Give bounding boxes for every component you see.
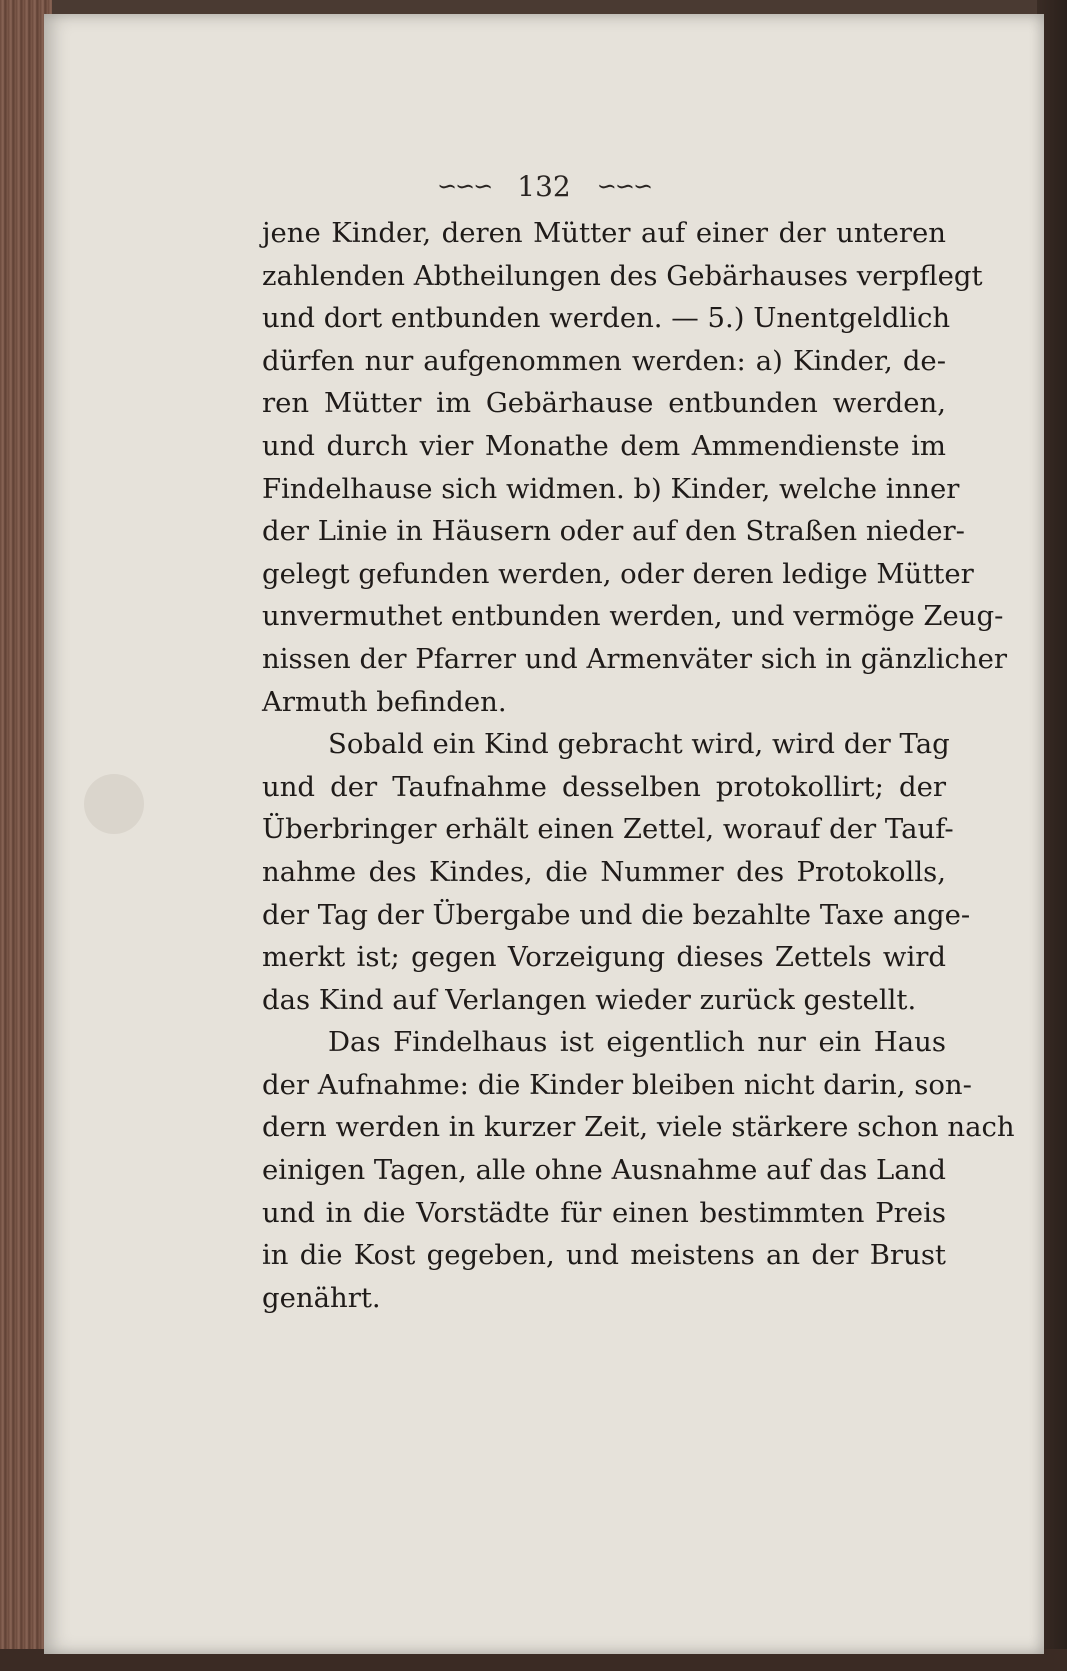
text-line: und der Taufnahme desselben protokollirt; der: [262, 770, 946, 803]
text-line: nissen der Pfarrer und Armenväter sich in gänzlicher: [262, 642, 1008, 675]
paragraph-3: [262, 1021, 1015, 1319]
text-line: dürfen nur aufgenommen werden: a) Kinder, de-: [262, 344, 946, 377]
page-number: 132: [517, 169, 571, 203]
text-line: Findelhause sich widmen. b) Kinder, welche inner: [262, 472, 960, 505]
header-ornament-left: ∽∽∽: [436, 172, 492, 200]
text-line: nahme des Kindes, die Nummer des Protokolls,: [262, 855, 946, 888]
text-line: merkt ist; gegen Vorzeigung dieses Zettels wird: [262, 941, 946, 974]
text-line: und in die Vorstädte für einen bestimmten Preis: [262, 1196, 946, 1229]
text-line: und durch vier Monathe dem Ammendienste im: [262, 429, 946, 462]
text-line: und dort entbunden werden. — 5.) Unentgeldlich: [262, 302, 951, 335]
book-page: [44, 14, 1044, 1654]
paper-stain: [84, 774, 144, 834]
text-line: gelegt gefunden werden, oder deren ledige Mütter: [262, 557, 974, 590]
text-line: der Tag der Übergabe und die bezahlte Taxe ange-: [262, 898, 971, 931]
text-line: einigen Tagen, alle ohne Ausnahme auf das Land: [262, 1154, 947, 1187]
text-line: der Aufnahme: die Kinder bleiben nicht darin, son-: [262, 1068, 972, 1101]
text-line: ren Mütter im Gebärhause entbunden werden,: [262, 387, 946, 420]
text-line: das Kind auf Verlangen wieder zurück gestellt.: [262, 983, 917, 1016]
text-line: jene Kinder, deren Mütter auf einer der unteren: [262, 217, 946, 249]
text-line: Das Findelhaus ist eigentlich nur ein Haus: [328, 1026, 946, 1059]
text-line: unvermuthet entbunden werden, und vermöge Zeug-: [262, 600, 1004, 633]
paragraph-2: [262, 723, 971, 1021]
page-header: [44, 166, 1044, 206]
text-line: dern werden in kurzer Zeit, viele stärkere schon nach: [262, 1111, 1015, 1144]
body-text: [262, 212, 1015, 1319]
text-line: in die Kost gegeben, und meistens an der Brust: [262, 1239, 946, 1272]
text-line: Armuth befinden.: [262, 685, 507, 718]
text-line: zahlenden Abtheilungen des Gebärhauses verpflegt: [262, 259, 983, 292]
text-line: der Linie in Häusern oder auf den Straßen nieder-: [262, 515, 965, 548]
text-line: Sobald ein Kind gebracht wird, wird der Tag: [328, 728, 950, 761]
paragraph-1: [262, 212, 1008, 723]
header-ornament-right: ∽∽∽: [596, 172, 652, 200]
text-line: genährt.: [262, 1281, 381, 1314]
text-line: Überbringer erhält einen Zettel, worauf der Tauf-: [262, 813, 954, 846]
